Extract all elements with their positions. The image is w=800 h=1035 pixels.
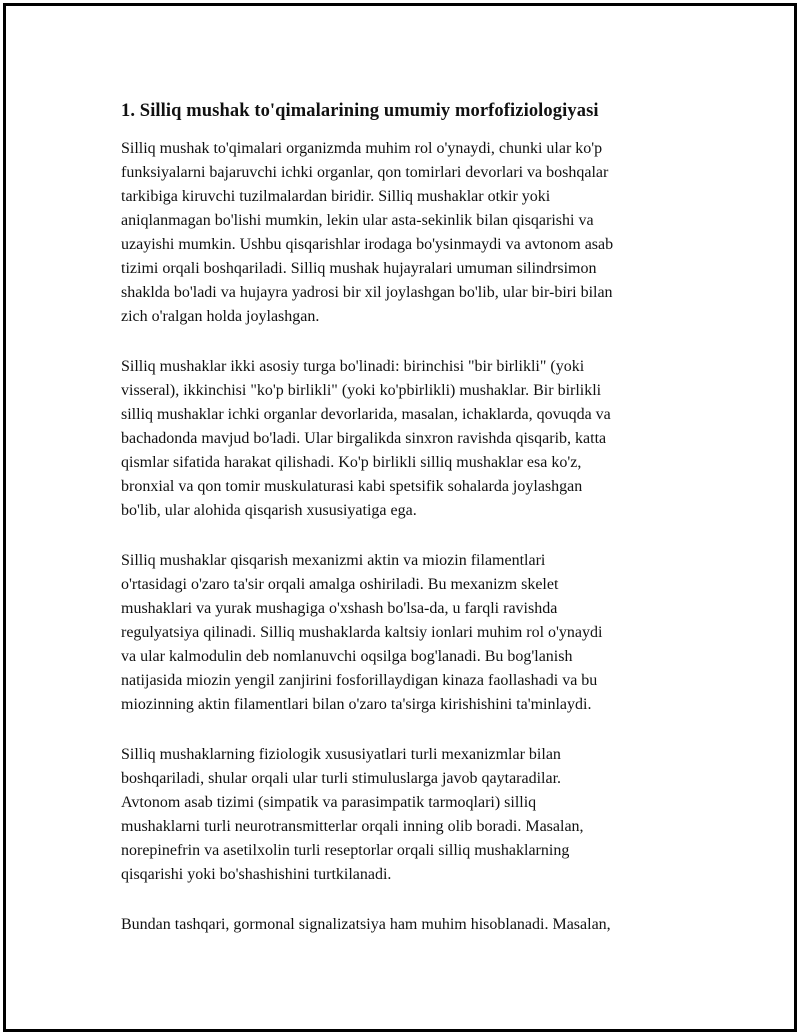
text-line: zich o'ralgan holda joylashgan. xyxy=(121,308,320,325)
text-line: Bundan tashqari, gormonal signalizatsiya ham muhim hisoblanadi. Masalan, xyxy=(121,916,611,933)
text-line: mushaklari va yurak mushagiga o'xshash bo'lsa-da, u farqli ravishda xyxy=(121,600,558,617)
text-line: mushaklarni turli neurotransmitterlar orqali inning olib boradi. Masalan, xyxy=(121,818,584,835)
text-line: Silliq mushaklarning fiziologik xususiyatlari turli mexanizmlar bilan xyxy=(121,746,561,763)
page-frame xyxy=(3,3,797,1032)
text-line: Avtonom asab tizimi (simpatik va parasimpatik tarmoqlari) silliq xyxy=(121,794,537,811)
text-line: uzayishi mumkin. Ushbu qisqarishlar irodaga bo'ysinmaydi va avtonom asab xyxy=(121,236,614,253)
text-line: bachadonda mavjud bo'ladi. Ular birgalikda sinxron ravishda qisqarib, katta xyxy=(121,430,607,447)
text-line: va ular kalmodulin deb nomlanuvchi oqsilga bog'lanadi. Bu bog'lanish xyxy=(121,648,573,665)
text-line: silliq mushaklar ichki organlar devorlarida, masalan, ichaklarda, qovuqda va xyxy=(121,406,611,423)
text-line: Silliq mushak to'qimalari organizmda muhim rol o'ynaydi, chunki ular ko'p xyxy=(121,140,603,157)
text-line: Silliq mushaklar ikki asosiy turga bo'linadi: birinchisi "bir birlikli" (yoki xyxy=(121,358,585,375)
paragraph-2 xyxy=(121,355,701,523)
text-line: qisqarishi yoki bo'shashishini turtkilanadi. xyxy=(121,866,392,883)
text-line: tizimi orqali boshqariladi. Silliq mushak hujayralari umuman silindrsimon xyxy=(121,260,597,277)
text-line: miozinning aktin filamentlari bilan o'zaro ta'sirga kirishishini ta'minlaydi. xyxy=(121,696,592,713)
paragraph-5 xyxy=(121,913,701,937)
document-body xyxy=(121,98,701,963)
text-line: bo'lib, ular alohida qisqarish xususiyatiga ega. xyxy=(121,502,417,519)
paragraph-3 xyxy=(121,549,701,717)
paragraph-1 xyxy=(121,137,701,329)
section-heading: 1. Silliq mushak to'qimalarining umumiy morfofiziologiyasi xyxy=(121,101,599,121)
text-line: natijasida miozin yengil zanjirini fosforillaydigan kinaza faollashadi va bu xyxy=(121,672,598,689)
text-line: tarkibiga kiruvchi tuzilmalardan biridir. Silliq mushaklar otkir yoki xyxy=(121,188,551,205)
text-line: visseral), ikkinchisi "ko'p birlikli" (yoki ko'pbirlikli) mushaklar. Bir birlikli xyxy=(121,382,602,399)
text-line: funksiyalarni bajaruvchi ichki organlar, qon tomirlari devorlari va boshqalar xyxy=(121,164,609,181)
text-line: boshqariladi, shular orqali ular turli stimuluslarga javob qaytaradilar. xyxy=(121,770,562,787)
text-line: Silliq mushaklar qisqarish mexanizmi aktin va miozin filamentlari xyxy=(121,552,546,569)
text-line: norepinefrin va asetilxolin turli reseptorlar orqali silliq mushaklarning xyxy=(121,842,570,859)
paragraph-4 xyxy=(121,743,701,887)
text-line: shaklda bo'ladi va hujayra yadrosi bir xil joylashgan bo'lib, ular bir-biri bilan xyxy=(121,284,613,301)
text-line: qismlar sifatida harakat qilishadi. Ko'p birlikli silliq mushaklar esa ko'z, xyxy=(121,454,582,471)
text-line: regulyatsiya qilinadi. Silliq mushaklarda kaltsiy ionlari muhim rol o'ynaydi xyxy=(121,624,603,641)
text-line: aniqlanmagan bo'lishi mumkin, lekin ular asta-sekinlik bilan qisqarishi va xyxy=(121,212,594,229)
text-line: o'rtasidagi o'zaro ta'sir orqali amalga oshiriladi. Bu mexanizm skelet xyxy=(121,576,559,593)
text-line: bronxial va qon tomir muskulaturasi kabi spetsifik sohalarda joylashgan xyxy=(121,478,583,495)
